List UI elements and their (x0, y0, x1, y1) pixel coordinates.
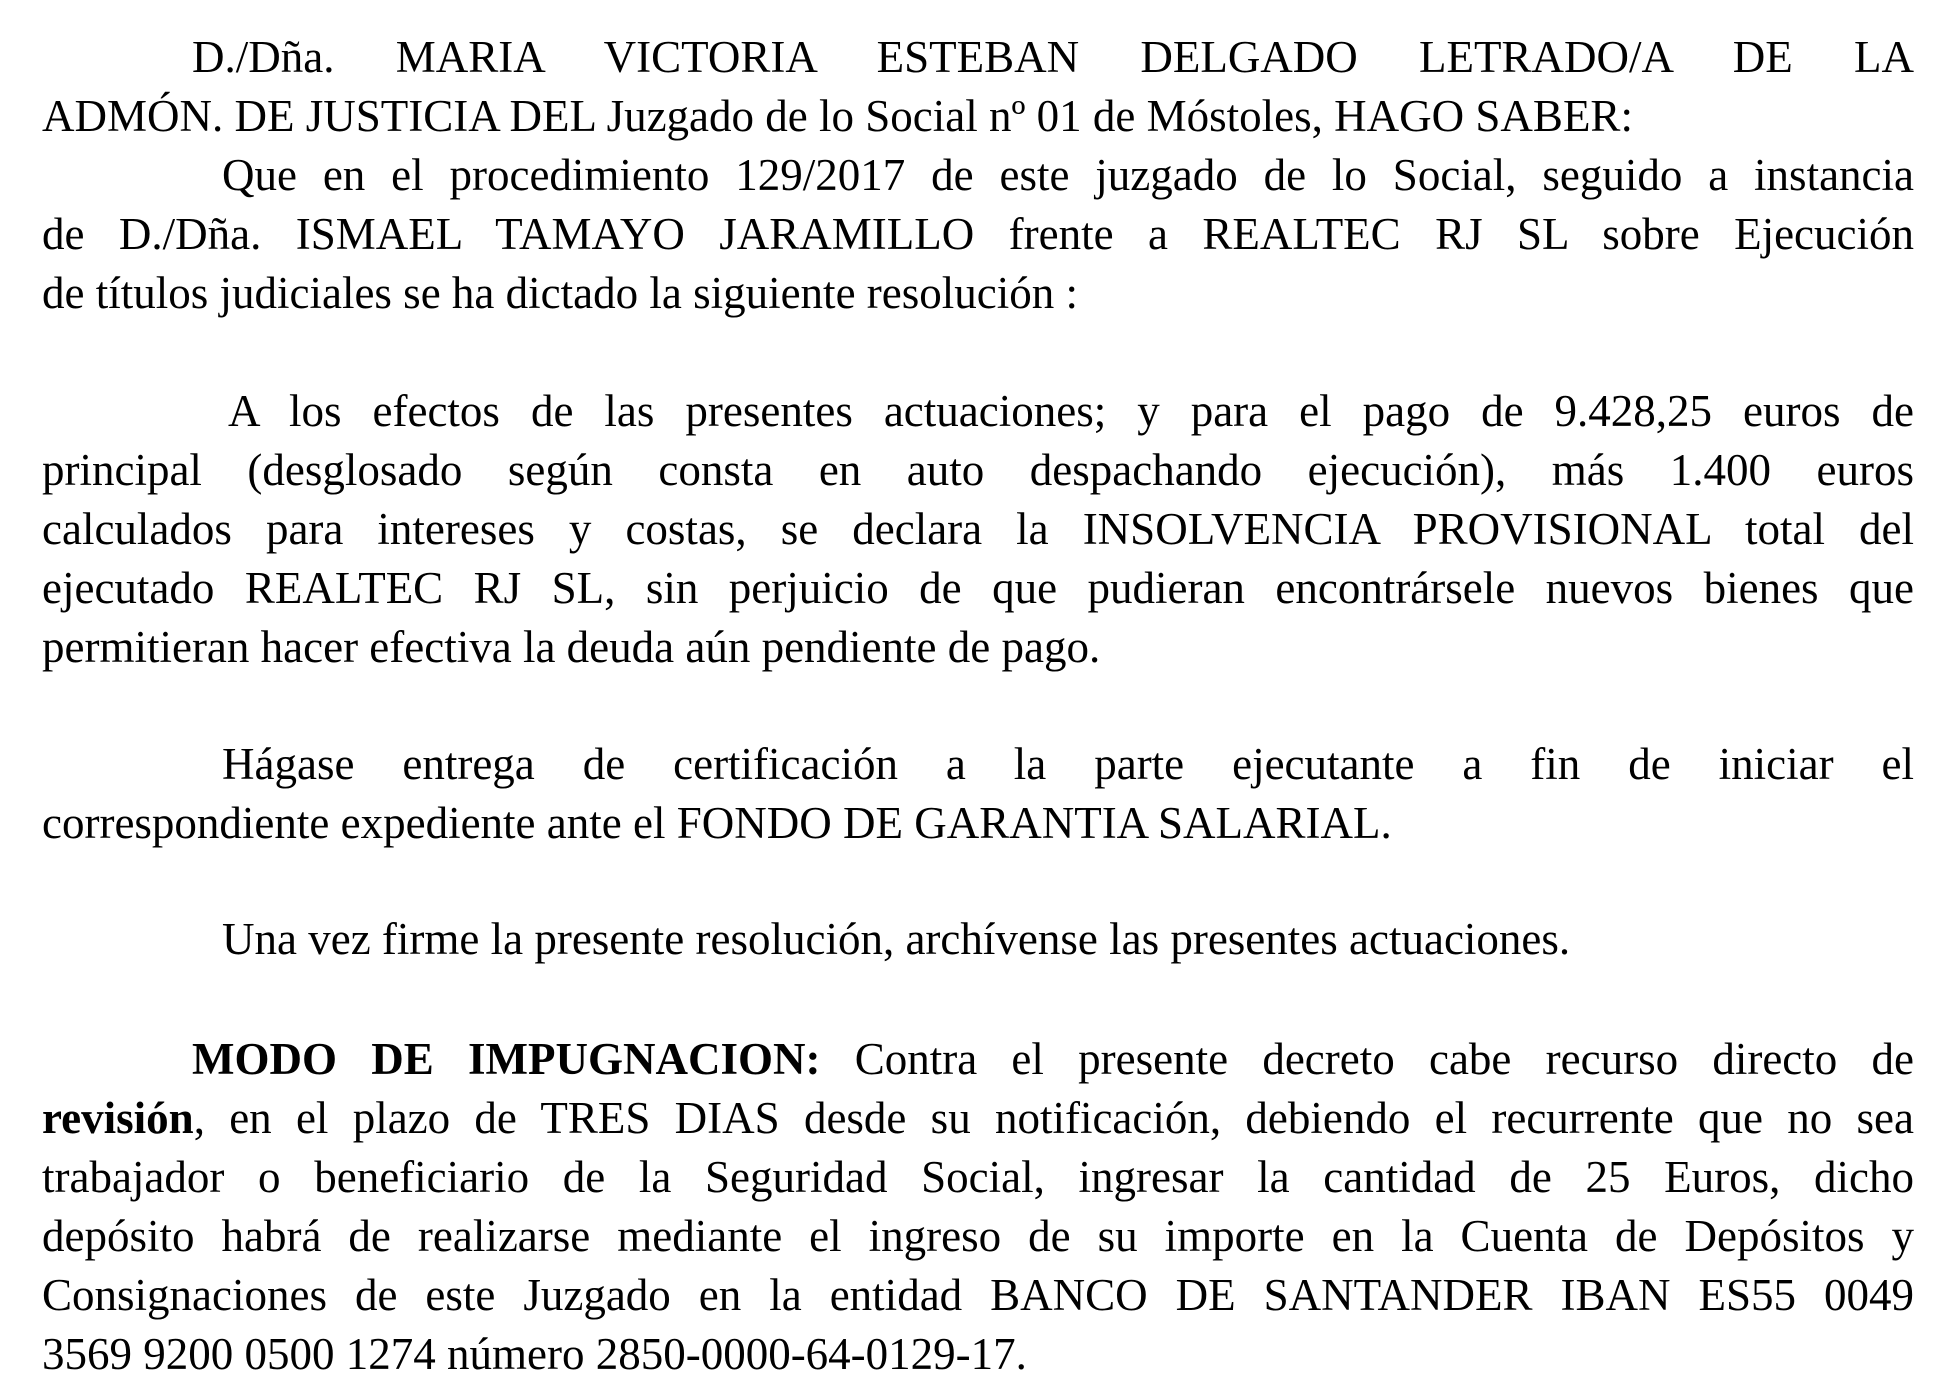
resolution-line: principal (desglosado según consta en auto despachando ejecución), más 1.400 euros (42, 445, 1914, 495)
revision-term: revisión (42, 1093, 194, 1143)
impugnation-line (42, 1030, 1914, 1089)
impugnation-heading: MODO DE IMPUGNACION: (192, 1034, 821, 1084)
resolution-line: calculados para intereses y costas, se declara la INSOLVENCIA PROVISIONAL total del (42, 504, 1914, 554)
certification-paragraph (42, 735, 1914, 853)
resolution-line: permitieran hacer efectiva la deuda aún pendiente de pago. (42, 622, 1101, 672)
resolution-line: ejecutado REALTEC RJ SL, sin perjuicio de que pudieran encontrársele nuevos bienes que (42, 563, 1914, 613)
resolution-line: A los efectos de las presentes actuaciones; y para el pago de 9.428,25 euros de (228, 386, 1914, 436)
impugnation-text: , en el plazo de TRES DIAS desde su notificación, debiendo el recurrente que no sea (193, 1093, 1914, 1143)
impugnation-paragraph (42, 1030, 1914, 1384)
header-line: ADMÓN. DE JUSTICIA DEL Juzgado de lo Social nº 01 de Móstoles, HAGO SABER: (42, 91, 1633, 141)
impugnation-line: Consignaciones de este Juzgado en la entidad BANCO DE SANTANDER IBAN ES55 0049 (42, 1270, 1914, 1320)
archive-line: Una vez firme la presente resolución, archívense las presentes actuaciones. (222, 914, 1571, 964)
notice-header (42, 28, 1914, 146)
impugnation-line: 3569 9200 0500 1274 número 2850-0000-64-0129-17. (42, 1329, 1027, 1379)
header-line: D./Dña. MARIA VICTORIA ESTEBAN DELGADO LETRADO/A DE LA (192, 32, 1914, 82)
archive-paragraph (42, 910, 1914, 969)
impugnation-line: depósito habrá de realizarse mediante el ingreso de su importe en la Cuenta de Depósitos y (42, 1211, 1914, 1261)
intro-line: de D./Dña. ISMAEL TAMAYO JARAMILLO frente a REALTEC RJ SL sobre Ejecución (42, 209, 1914, 259)
impugnation-line (42, 1089, 1914, 1148)
certification-line: Hágase entrega de certificación a la parte ejecutante a fin de iniciar el (222, 739, 1914, 789)
intro-line: Que en el procedimiento 129/2017 de este juzgado de lo Social, seguido a instancia (222, 150, 1914, 200)
impugnation-text: Contra el presente decreto cabe recurso directo de (820, 1034, 1914, 1084)
intro-line: de títulos judiciales se ha dictado la siguiente resolución : (42, 268, 1078, 318)
impugnation-line: trabajador o beneficiario de la Seguridad Social, ingresar la cantidad de 25 Euros, dicho (42, 1152, 1914, 1202)
procedure-intro (42, 146, 1914, 323)
resolution-paragraph (42, 382, 1914, 677)
certification-line: correspondiente expediente ante el FONDO DE GARANTIA SALARIAL. (42, 798, 1392, 848)
